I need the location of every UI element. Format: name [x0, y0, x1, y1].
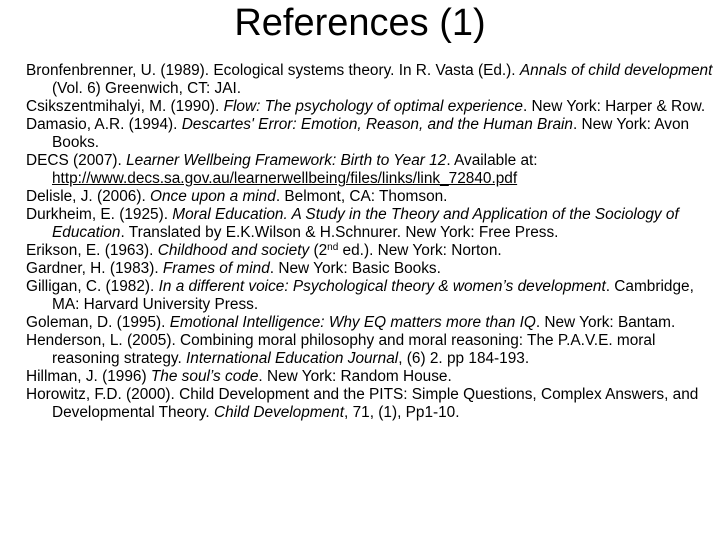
- reference-link[interactable]: http://www.decs.sa.gov.au/learnerwellbeing/files/links/link_72840.pdf: [52, 170, 518, 187]
- reference-item: Gilligan, C. (1982). In a different voice: Psychological theory & women’s development. Cambridge, MA: Harvard University Press.: [26, 278, 694, 313]
- reference-item: Bronfenbrenner, U. (1989). Ecological systems theory. In R. Vasta (Ed.). Annals of child development (Vol. 6) Greenwich, CT: JAI.: [26, 62, 713, 97]
- reference-item: Goleman, D. (1995). Emotional Intelligence: Why EQ matters more than IQ. New York: Bantam.: [26, 314, 676, 331]
- reference-item: Erikson, E. (1963). Childhood and society (2nd ed.). New York: Norton.: [26, 242, 502, 259]
- reference-item: Hillman, J. (1996) The soul’s code. New York: Random House.: [26, 368, 452, 385]
- reference-item: Delisle, J. (2006). Once upon a mind. Belmont, CA: Thomson.: [26, 188, 448, 205]
- reference-item: Gardner, H. (1983). Frames of mind. New York: Basic Books.: [26, 260, 441, 277]
- reference-item: Henderson, L. (2005). Combining moral philosophy and moral reasoning: The P.A.V.E. moral reasoning strategy. International Education Journal, (6) 2. pp 184-193.: [26, 332, 656, 367]
- reference-item: Horowitz, F.D. (2000). Child Development and the PITS: Simple Questions, Complex Answers, and Developmental Theory. Child Development, 71, (1), Pp1-10.: [26, 386, 699, 421]
- reference-list: [26, 62, 718, 422]
- reference-item: DECS (2007). Learner Wellbeing Framework: Birth to Year 12. Available at: http://www.decs.sa.gov.au/learnerwellbeing/files/links/link_72840.pdf: [26, 152, 538, 187]
- reference-item: Durkheim, E. (1925). Moral Education. A Study in the Theory and Application of the Sociology of Education. Translated by E.K.Wilson & H.Schnurer. New York: Free Press.: [26, 206, 679, 241]
- reference-item: Damasio, A.R. (1994). Descartes' Error: Emotion, Reason, and the Human Brain. New York: Avon Books.: [26, 116, 690, 151]
- reference-item: Csikszentmihalyi, M. (1990). Flow: The psychology of optimal experience. New York: Harper & Row.: [26, 98, 706, 115]
- page-title: References (1): [234, 2, 486, 44]
